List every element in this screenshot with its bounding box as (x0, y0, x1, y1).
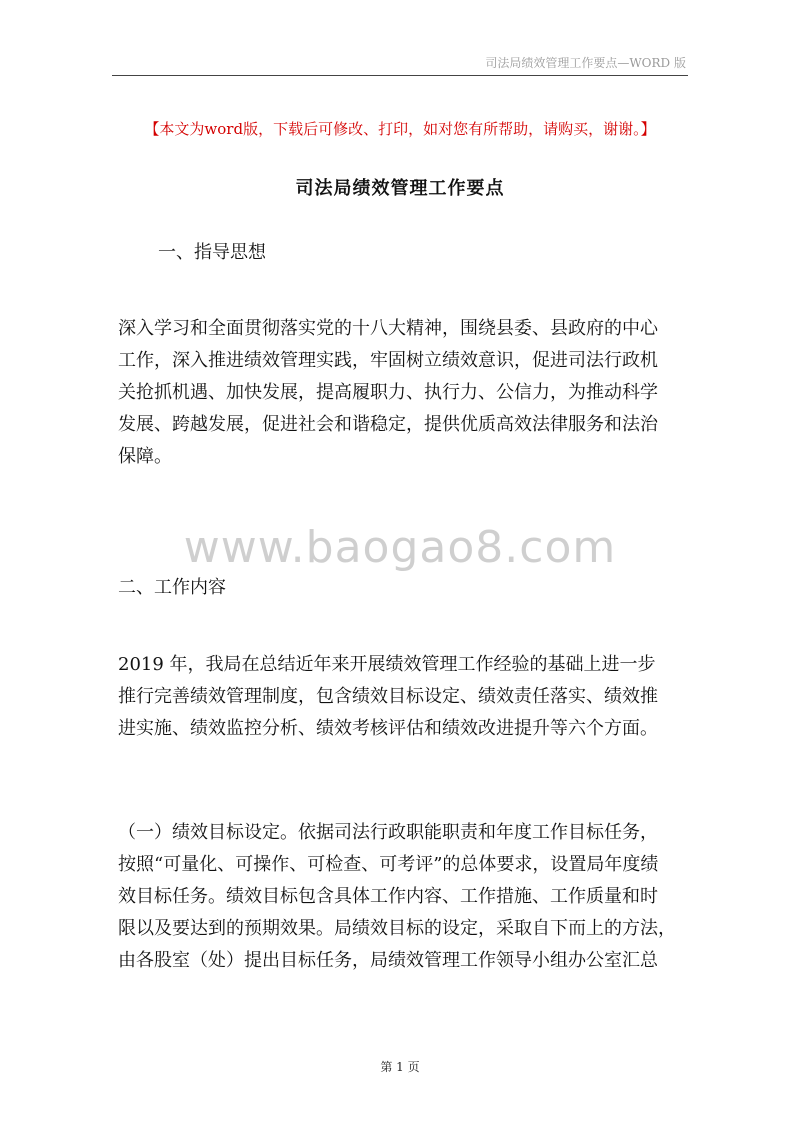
paragraph-line: 推行完善绩效管理制度，包含绩效目标设定、绩效责任落实、绩效推 (118, 686, 658, 707)
document-title: 司法局绩效管理工作要点 (295, 178, 505, 199)
paragraph-line: 2019 年，我局在总结近年来开展绩效管理工作经验的基础上进一步 (118, 654, 656, 675)
purchase-notice: 【本文为word版，下载后可修改、打印，如对您有所帮助，请购买，谢谢。】 (144, 120, 656, 138)
paragraph-line: 关抢抓机遇、加快发展，提高履职力、执行力、公信力，为推动科学 (118, 382, 658, 403)
section-heading-guiding-thought: 一、指导思想 (158, 242, 266, 263)
paragraph-line: 限以及要达到的预期效果。局绩效目标的设定，采取自下而上的方法， (118, 918, 676, 939)
paragraph-work-content (118, 649, 688, 745)
paragraph-line: 保障。 (118, 446, 172, 467)
paragraph-line: （一）绩效目标设定。依据司法行政职能职责和年度工作目标任务， (118, 822, 658, 843)
paragraph-guiding-thought (118, 313, 688, 473)
paragraph-line: 发展、跨越发展，促进社会和谐稳定，提供优质高效法律服务和法治 (118, 414, 658, 435)
paragraph-line: 深入学习和全面贯彻落实党的十八大精神，围绕县委、县政府的中心 (118, 318, 658, 339)
paragraph-line: 由各股室（处）提出目标任务，局绩效管理工作领导小组办公室汇总 (118, 950, 658, 971)
paragraph-line: 工作，深入推进绩效管理实践，牢固树立绩效意识，促进司法行政机 (118, 350, 658, 371)
running-header: 司法局绩效管理工作要点—WORD 版 (485, 56, 686, 70)
section-heading-work-content: 二、工作内容 (118, 577, 226, 598)
paragraph-line: 效目标任务。绩效目标包含具体工作内容、工作措施、工作质量和时 (118, 886, 658, 907)
header-divider (112, 75, 688, 76)
page-number: 第 1 页 (380, 1060, 420, 1074)
paragraph-line: 按照“可量化、可操作、可检查、可考评”的总体要求，设置局年度绩 (118, 854, 659, 875)
site-watermark: www.baogao8.com (183, 522, 617, 573)
paragraph-target-setting (118, 817, 688, 977)
paragraph-line: 进实施、绩效监控分析、绩效考核评估和绩效改进提升等六个方面。 (118, 718, 658, 739)
